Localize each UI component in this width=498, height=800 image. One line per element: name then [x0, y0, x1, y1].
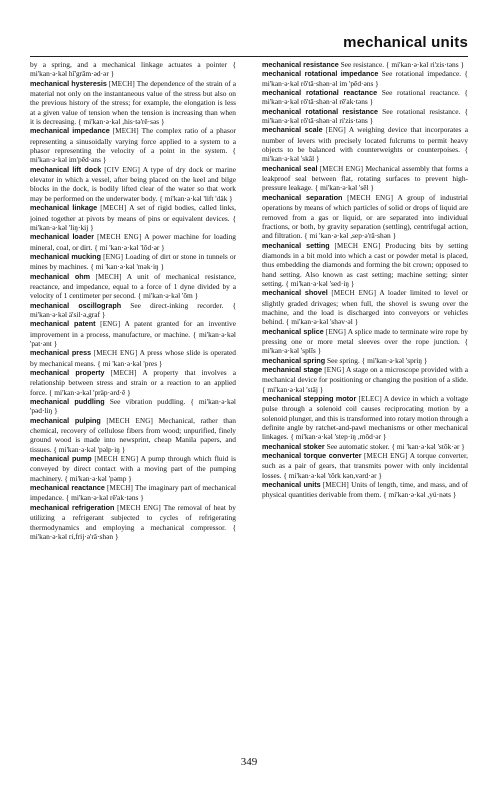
entry-field-tag: [ENG] [324, 366, 345, 374]
dictionary-entry [30, 79, 236, 127]
entry-definition: See rotational impedance. { mi'kan·ə·kəl rō'tā·shən·əl im 'pēd·əns } [262, 69, 468, 88]
entry-field-tag: [MECH] [112, 127, 139, 136]
entry-definition: A loader limited to level or slightly graded drivages; when full, the shovel is swung over the machine, and the load is discharged into conveyors or vehicles behind. { mi'kan·ə·kəl 'shəv·əl } [262, 288, 468, 327]
entry-headword: mechanical patent [30, 319, 96, 329]
entry-headword: mechanical press [30, 348, 92, 358]
left-column [30, 60, 236, 730]
page-number: 349 [240, 756, 258, 768]
dictionary-entry [30, 368, 236, 397]
dictionary-entry [262, 327, 468, 356]
entry-headword: mechanical resistance [262, 60, 339, 69]
entry-headword: mechanical torque converter [262, 451, 362, 461]
header-rule [30, 56, 468, 57]
dictionary-entry [30, 232, 236, 252]
dictionary-entry [262, 394, 468, 442]
entry-definition: A device in which a voltage pulse through a solenoid coil causes reciprocating motion by a solenoid plunger, and this is transformed into rotary motion through a definite angle by ratchet-and-pawl mechanisms or other mechanical linkages. { mi'kan·ə·kəl 'step·iŋ ,mōd·ər } [262, 394, 468, 442]
dictionary-entry [30, 454, 236, 483]
entry-field-tag: [MECH] [110, 369, 137, 377]
dictionary-entry [262, 241, 468, 289]
entry-headword: mechanical separation [262, 192, 343, 202]
dictionary-entry [262, 356, 468, 365]
entry-field-tag: [ENG] [325, 126, 346, 135]
entry-field-tag: [MECH] [100, 204, 127, 213]
dictionary-entry [262, 164, 468, 193]
entry-headword: mechanical property [30, 368, 105, 377]
entry-headword: mechanical rotational impedance [262, 69, 379, 79]
entry-field-tag: [ENG] [103, 252, 124, 261]
entry-field-tag: [ENG] [100, 320, 121, 329]
entry-definition: Mechanical assembly that forms a leakproof seal between flat, rotating surfaces to prevent high-pressure leakage. { mi'kan·ə·kəl 'sēl } [262, 163, 468, 193]
dictionary-entry [262, 88, 468, 107]
dictionary-entry [30, 60, 236, 79]
dictionary-entry [262, 288, 468, 326]
entry-definition: See vibration puddling. { mi'kan·ə·kəl 'pəd·liŋ } [30, 397, 236, 416]
dictionary-entry [262, 193, 468, 241]
entry-definition: A weighing device that incorporates a number of levers with precisely located fulcrums to permit heavy objects to be balanced with counterweights or counterpoises. { mi'kan·ə·kəl 'skāl } [262, 125, 468, 164]
entry-field-tag: [MECH ENG] [106, 416, 154, 425]
entry-field-tag: [MECH] [322, 481, 349, 490]
entry-field-tag: [ENG] [325, 327, 346, 336]
entry-headword: mechanical refrigeration [30, 502, 115, 512]
entry-definition: The complex ratio of a phasor representing a sinusoidally varying force applied to a system to a phasor representing the velocity of a point in the system. { mi'kan·ə·kəl im'pēd·əns } [30, 126, 236, 165]
entry-definition: A splice made to terminate wire rope by pressing one or more metal sleeves over the rope junction. { mi'kan·ə·kəl 'splīs } [262, 326, 468, 356]
entry-headword: mechanical setting [262, 240, 330, 250]
entry-field-tag: [MECH ENG] [334, 241, 381, 250]
entry-field-tag: [MECH ENG] [331, 289, 377, 298]
entry-field-tag: [MECH ENG] [364, 452, 408, 461]
entry-field-tag: [CIV ENG] [104, 165, 141, 174]
entry-definition: by a spring, and a mechanical linkage actuates a pointer { mi'kan·ə·kəl hĭ'grām·əd·ər } [30, 60, 236, 79]
dictionary-entry [30, 416, 236, 454]
dictionary-entry [262, 125, 468, 163]
entry-field-tag: [MECH ENG] [319, 164, 364, 173]
entry-headword: mechanical rotational resistance [262, 106, 378, 116]
entry-field-tag: [MECH ENG] [117, 503, 161, 512]
dictionary-entry [30, 252, 236, 272]
entry-headword: mechanical shovel [262, 288, 328, 298]
entry-definition: A unit of mechanical resistance, reactance, and impedance, equal to a force of 1 dyne divided by a velocity of 1 centimeter per second. { mi'kan·ə·kəl 'ōm } [30, 271, 236, 301]
entry-field-tag: [ELEC] [358, 395, 382, 404]
entry-definition: A torque converter, such as a pair of gears, that transmits power with only incidental losses. { mi'kan·ə·kəl 'tōrk kən,vərd·ər } [262, 451, 468, 480]
entry-definition: A stage on a microscope provided with a mechanical device for positioning or changing the position of a slide. { mi'kan·ə·kəl 'stāj } [262, 365, 468, 394]
entry-headword: mechanical mucking [30, 251, 101, 261]
entry-headword: mechanical pulping [30, 415, 101, 425]
dictionary-entry [30, 348, 236, 368]
dictionary-entry [30, 397, 236, 416]
entry-definition: A type of dry dock or marine elevator in which a vessel, after being placed on the keel and bilge blocks in the dock, is bodily lifted clear of the water so that work may be performed on the underwater body. { mi'kan·ə·kəl 'lift 'däk } [30, 164, 236, 203]
entry-headword: mechanical scale [262, 125, 323, 135]
entry-headword: mechanical reactance [30, 483, 105, 493]
entry-definition: Mechanical, rather than chemical, recovery of cellulose fibers from wood; unpurified, finely ground wood is made into newsprint, cheap Manila papers, and tissues. { mi'kan·ə·kəl 'pəlp·iŋ } [30, 415, 236, 454]
entry-headword: mechanical hysteresis [30, 78, 107, 88]
entry-headword: mechanical oscillograph [30, 300, 122, 310]
entry-headword: mechanical splice [262, 326, 324, 336]
entry-definition: See rotational resistance. { mi'kan·ə·kəl rō'tā·shən·əl ri'zis·təns } [262, 106, 468, 126]
dictionary-entry [262, 442, 468, 451]
entry-headword: mechanical stage [262, 365, 323, 374]
dictionary-entry [262, 365, 468, 394]
dictionary-entry [262, 451, 468, 480]
entry-definition: A group of industrial operations by means of which particles of solid or drops of liquid are removed from a gas or liquid, or are separated into individual fractions, or both, by gravity separation (settling), centrifugal action, and filtration. { mi 'kan·ə·kəl ,sep·ə'rā·shən } [262, 192, 468, 241]
dictionary-entry [30, 203, 236, 232]
entry-definition: Loading of dirt or stone in tunnels or mines by machines. { mi 'kan·ə·kəl 'mək·iŋ } [30, 251, 236, 272]
entry-headword: mechanical pump [30, 454, 92, 464]
entry-headword: mechanical linkage [30, 203, 98, 213]
entry-definition: A property that involves a relationship between stress and strain or a reaction to an applied force. { mi'kan·ə·kəl 'präp·ərd·ē } [30, 368, 236, 397]
entry-field-tag: [MECH] [95, 272, 122, 281]
entry-definition: A pump through which fluid is conveyed by direct contact with a moving part of the pumping machinery. { mi'kan·ə·kəl 'pəmp } [30, 454, 236, 483]
entry-headword: mechanical units [262, 480, 321, 490]
entry-definition: A patent granted for an inventive improvement in a process, manufacture, or machine. { mi'kan·ə·kəl 'pat·ənt } [30, 319, 236, 348]
running-head: mechanical units [343, 34, 468, 51]
entry-definition: The removal of heat by utilizing a refrigerant subjected to cycles of refrigerating thermodynamics and employing a mechanical compressor. { mi'kan·ə·kəl ri,frij·ə'rā·shən } [30, 502, 236, 541]
entry-definition: The dependence of the strain of a material not only on the instantaneous value of the stress but also on the previous history of the stress; for example, the elongation is less at a given value of tension when the tension is increasing than when it is decreasing. { mi'kan·ə·kəl ,his·tə'rē·səs } [30, 78, 236, 127]
entry-headword: mechanical loader [30, 232, 95, 242]
entry-headword: mechanical stoker [262, 441, 325, 451]
entry-definition: A press whose slide is operated by mechanical means. { mi 'kan·ə·kəl 'pres } [30, 348, 236, 368]
entry-field-tag: [MECH ENG] [94, 455, 139, 464]
dictionary-entry [262, 69, 468, 88]
dictionary-entry [30, 319, 236, 348]
entry-definition: A set of rigid bodies, called links, joined together at pivots by means of pins or equivalent devices. { mi'kan·ə·kəl 'liŋ·kij } [30, 203, 236, 232]
entry-definition: A power machine for loading mineral, coal, or dirt. { mi 'kan·ə·kəl 'lōd·ər } [30, 232, 236, 252]
entry-definition: See rotational reactance. { mi'kan·ə·kəl rō'tā·shən·əl rē'ak·təns } [262, 88, 468, 107]
dictionary-entry [30, 301, 236, 320]
entry-field-tag: [MECH ENG] [97, 233, 142, 242]
entry-headword: mechanical lift dock [30, 164, 102, 174]
dictionary-entry [262, 107, 468, 126]
dictionary-entry [30, 126, 236, 164]
entry-field-tag: [MECH] [108, 79, 135, 88]
entry-headword: mechanical spring [262, 355, 326, 365]
entry-field-tag: [MECH] [107, 484, 134, 493]
entry-definition: Units of length, time, and mass, and of physical quantities derivable from them. { mi'kan·ə·kəl ,yü·nəts } [262, 480, 468, 500]
entry-definition: See resistance. { mi'kan·ə·kəl ri'zis·təns } [340, 60, 465, 69]
dictionary-entry [30, 165, 236, 203]
entry-field-tag: [MECH ENG] [93, 349, 138, 358]
dictionary-entry [262, 480, 468, 500]
dictionary-entry [30, 272, 236, 301]
dictionary-entry [262, 60, 468, 69]
entry-field-tag: [MECH ENG] [347, 193, 394, 202]
entry-definition: Producing bits by setting diamonds in a bit mold into which a cast or powder metal is placed, thus embedding the diamonds and forming the bit crown; opposed to hand setting. Also known as cast setting; machine setting; sinter setting. { mi'kan·ə·kəl 'sed·iŋ } [262, 240, 468, 288]
right-column [262, 60, 468, 730]
entry-headword: mechanical stepping motor [262, 394, 357, 404]
entry-headword: mechanical puddling [30, 397, 105, 407]
entry-headword: mechanical seal [262, 163, 318, 173]
entry-definition: See spring. { mi'kan·ə·kəl 'spriŋ } [326, 355, 428, 365]
entry-definition: See automatic stoker. { mi 'kan·ə·kəl 'stōk·ər } [326, 441, 465, 451]
dictionary-entry [30, 503, 236, 541]
entry-headword: mechanical impedance [30, 126, 110, 136]
entry-headword: mechanical ohm [30, 271, 90, 281]
entry-definition: See direct-inking recorder. { mi'kan·ə·kəl ä'sil·ə,graf } [30, 300, 236, 319]
entry-headword: mechanical rotational reactance [262, 88, 378, 98]
entry-definition: The imaginary part of mechanical impedance. { mi'kan·ə·kəl rē'ak·təns } [30, 483, 236, 503]
dictionary-entry [30, 483, 236, 503]
